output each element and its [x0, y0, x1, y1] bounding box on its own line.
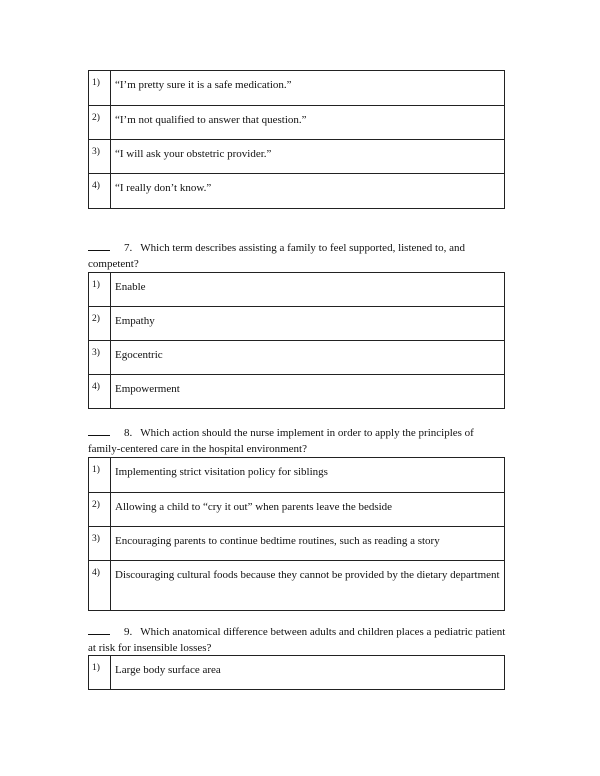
- q7-stem: [88, 240, 508, 272]
- option-text: Implementing strict visitation policy for siblings: [111, 458, 505, 493]
- q6-option-row: [89, 106, 505, 140]
- option-number: 2): [89, 307, 111, 341]
- option-number: 3): [89, 341, 111, 375]
- option-text: Empowerment: [111, 375, 505, 409]
- q6-options-table: [88, 70, 505, 209]
- option-text: “I’m pretty sure it is a safe medication.”: [111, 71, 505, 106]
- q7-option-row: [89, 307, 505, 341]
- answer-blank[interactable]: [88, 425, 110, 436]
- q8-stem: [88, 425, 508, 457]
- q7-option-row: [89, 375, 505, 409]
- answer-blank[interactable]: [88, 624, 110, 635]
- q9-options-table: [88, 655, 505, 690]
- option-number: 4): [89, 561, 111, 611]
- q6-option-row: [89, 140, 505, 174]
- option-text: Empathy: [111, 307, 505, 341]
- q8-options-table: [88, 457, 505, 611]
- option-number: 4): [89, 174, 111, 209]
- option-text: “I really don’t know.”: [111, 174, 505, 209]
- option-text: Enable: [111, 273, 505, 307]
- q7-option-row: [89, 341, 505, 375]
- q7-options-table: [88, 272, 505, 409]
- question-number: 8.: [124, 427, 133, 439]
- option-number: 1): [89, 273, 111, 307]
- q8-option-row: [89, 527, 505, 561]
- option-number: 1): [89, 458, 111, 493]
- q9-option-row: [89, 656, 505, 690]
- q9-stem: [88, 624, 508, 656]
- option-number: 3): [89, 140, 111, 174]
- q8-option-row: [89, 458, 505, 493]
- question-text: Which term describes assisting a family to feel supported, listened to, and competent?: [88, 242, 465, 270]
- answer-blank[interactable]: [88, 240, 110, 251]
- option-number: 1): [89, 71, 111, 106]
- q7-option-row: [89, 273, 505, 307]
- option-number: 1): [89, 656, 111, 690]
- question-number: 9.: [124, 626, 133, 638]
- option-text: “I will ask your obstetric provider.”: [111, 140, 505, 174]
- q8-option-row: [89, 493, 505, 527]
- question-number: 7.: [124, 242, 133, 254]
- option-text: Allowing a child to “cry it out” when parents leave the bedside: [111, 493, 505, 527]
- option-text: Encouraging parents to continue bedtime routines, such as reading a story: [111, 527, 505, 561]
- option-text: “I’m not qualified to answer that question.”: [111, 106, 505, 140]
- option-number: 2): [89, 493, 111, 527]
- q6-option-row: [89, 71, 505, 106]
- option-number: 3): [89, 527, 111, 561]
- option-number: 4): [89, 375, 111, 409]
- question-text: Which action should the nurse implement in order to apply the principles of family-centered care in the hospital environment?: [88, 427, 474, 455]
- option-text: Large body surface area: [111, 656, 505, 690]
- q8-option-row: [89, 561, 505, 611]
- question-text: Which anatomical difference between adults and children places a pediatric patient at risk for insensible losses?: [88, 626, 506, 654]
- option-text: Discouraging cultural foods because they cannot be provided by the dietary department: [111, 561, 505, 611]
- option-text: Egocentric: [111, 341, 505, 375]
- q6-option-row: [89, 174, 505, 209]
- option-number: 2): [89, 106, 111, 140]
